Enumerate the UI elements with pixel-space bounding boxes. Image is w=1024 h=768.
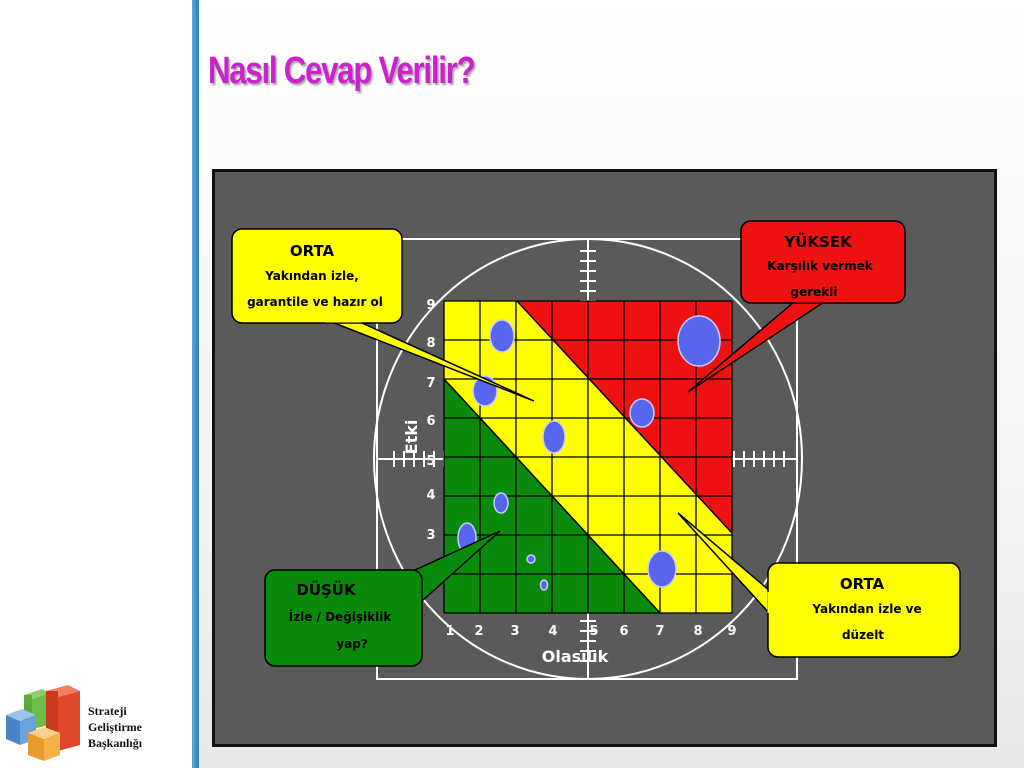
y-axis-label: Etki (402, 419, 421, 455)
left-panel (0, 0, 192, 768)
callout-line: Yakından izle, (265, 269, 359, 283)
callout-line: Karşılık vermek (767, 259, 873, 273)
risk-bubble (490, 320, 514, 352)
callout-title: ORTA (839, 575, 885, 593)
logo-cubes-icon (2, 685, 86, 765)
risk-bubble (630, 399, 654, 427)
callout-title: YÜKSEK (784, 233, 852, 251)
blue-divider (192, 0, 199, 768)
logo-line-3: Başkanlığı (88, 736, 143, 750)
callout-line: İzle / Değişiklik (288, 610, 392, 624)
risk-bubble (678, 316, 720, 366)
callout-line: düzelt (841, 628, 885, 642)
x-tick-label: 7 (655, 624, 665, 639)
x-axis-label: Olasılık (541, 647, 609, 666)
y-tick-label: 4 (426, 488, 436, 503)
y-tick-label: 5 (426, 454, 436, 469)
x-tick-label: 4 (548, 624, 558, 639)
callout-title: DÜŞÜK (296, 581, 356, 599)
y-tick-label: 7 (426, 376, 436, 391)
y-tick-label: 3 (426, 528, 436, 543)
y-tick-label: 6 (426, 414, 436, 429)
risk-matrix-diagram (212, 169, 997, 747)
callout-line: Yakından izle ve (812, 602, 922, 616)
logo-line-1: Strateji (88, 704, 127, 718)
logo-text (88, 703, 142, 751)
x-tick-label: 6 (619, 624, 629, 639)
logo-line-2: Geliştirme (88, 720, 142, 734)
risk-bubble (527, 555, 535, 563)
y-tick-label: 9 (426, 298, 436, 313)
risk-bubble (494, 493, 508, 513)
callout-line: gerekli (790, 285, 838, 299)
x-tick-label: 3 (510, 624, 520, 639)
risk-bubble (543, 421, 565, 453)
x-tick-label: 8 (693, 624, 703, 639)
x-tick-label: 9 (727, 624, 737, 639)
callout-title: ORTA (289, 242, 335, 260)
x-tick-label: 5 (589, 624, 599, 639)
y-tick-label: 8 (426, 336, 436, 351)
callout-line: yap? (336, 637, 368, 651)
risk-bubble (541, 580, 548, 590)
x-tick-label: 2 (474, 624, 484, 639)
callout-line: garantile ve hazır ol (247, 295, 383, 309)
slide-title: Nasıl Cevap Verilir? (208, 50, 475, 92)
risk-bubble (648, 551, 676, 587)
x-tick-label: 1 (445, 624, 455, 639)
